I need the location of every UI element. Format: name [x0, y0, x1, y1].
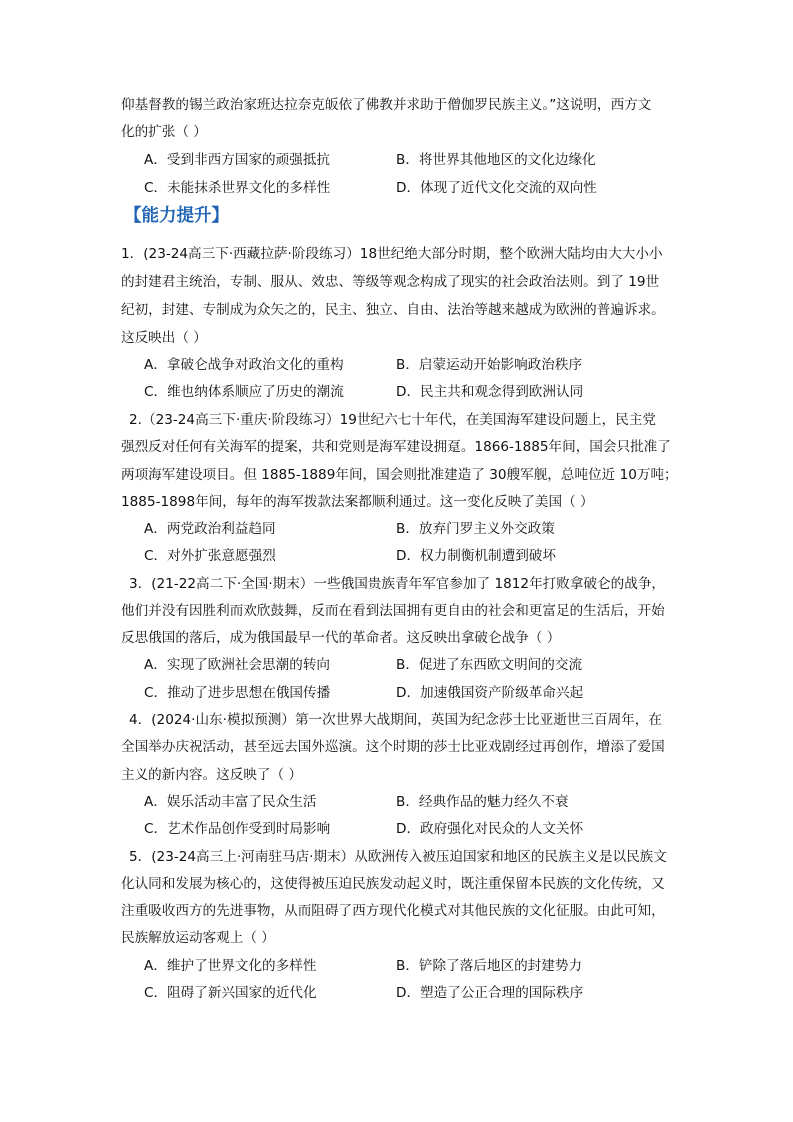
q5-line-4: 民族解放运动客观上（ ）: [121, 930, 275, 946]
q1-option-d: D．民主共和观念得到欧洲认同: [396, 384, 584, 400]
q4-line-3: 主义的新内容。这反映了（ ）: [121, 767, 303, 783]
q1-option-c: C．维也纳体系顺应了历史的潮流: [144, 384, 344, 400]
q5-option-a: A．维护了世界文化的多样性: [144, 958, 317, 974]
intro-line-1: 仰基督教的锡兰政治家班达拉奈克皈依了佛教并求助于僧伽罗民族主义。”这说明，西方文: [121, 97, 652, 113]
q3-option-c: C．推动了进步思想在俄国传播: [144, 685, 331, 701]
q2-line-4: 1885-1898年间，每年的海军拨款法案都顺利通过。这一变化反映了美国（ ）: [121, 494, 594, 510]
intro-option-d: D．体现了近代文化交流的双向性: [396, 180, 597, 196]
q3-line-2: 他们并没有因胜利而欢欣鼓舞，反而在看到法国拥有更自由的社会和更富足的生活后，开始: [121, 603, 665, 619]
q2-line-2: 强烈反对任何有关海军的提案，共和党则是海军建设拥趸。1866-1885年间，国会只批准了: [121, 439, 671, 455]
q1-line-2: 的封建君主统治，专制、服从、效忠、等级等观念构成了现实的社会政治法则。到了 19世: [121, 274, 660, 290]
intro-line-2: 化的扩张（ ）: [121, 124, 207, 140]
q4-option-d: D．政府强化对民众的人文关怀: [396, 821, 584, 837]
q5-option-b: B．铲除了落后地区的封建势力: [396, 958, 583, 974]
q1-option-a: A．拿破仑战争对政治文化的重构: [144, 357, 344, 373]
q1-line-4: 这反映出（ ）: [121, 330, 207, 346]
q1-line-3: 纪初，封建、专制成为众矢之的，民主、独立、自由、法治等越来越成为欧洲的普遍诉求。: [121, 302, 665, 318]
q4-line-1: 4．(2024·山东·模拟预测）第一次世界大战期间，英国为纪念莎士比亚逝世三百周年，在: [129, 712, 662, 728]
q4-line-2: 全国举办庆祝活动，甚至远去国外巡演。这个时期的莎士比亚戏剧经过再创作，增添了爱国: [121, 739, 665, 755]
q3-option-d: D．加速俄国资产阶级革命兴起: [396, 685, 584, 701]
q3-line-3: 反思俄国的落后，成为俄国最早一代的革命者。这反映出拿破仑战争（ ）: [121, 630, 561, 646]
q5-line-1: 5．(23-24高三上·河南驻马店·期末）从欧洲传入被压迫国家和地区的民族主义是以民族文: [129, 849, 667, 865]
q2-line-1: 2.（23-24高三下·重庆·阶段练习）19世纪六七十年代，在美国海军建设问题上，民主党: [129, 412, 657, 428]
q3-line-1: 3．(21-22高二下·全国·期末）一些俄国贵族青年军官参加了 1812年打败拿破仑的战争，: [129, 576, 666, 592]
section-title: 【能力提升】: [124, 206, 229, 226]
q2-option-a: A．两党政治利益趋同: [144, 521, 276, 537]
q2-line-3: 两项海军建设项目。但 1885-1889年间，国会则批准建造了 30艘军舰，总吨位近 10万吨；: [121, 467, 678, 483]
q5-line-2: 化认同和发展为核心的，这使得被压迫民族发动起义时，既注重保留本民族的文化传统，又: [121, 876, 665, 892]
q1-option-b: B．启蒙运动开始影响政治秩序: [396, 357, 583, 373]
q5-option-d: D．塑造了公正合理的国际秩序: [396, 985, 584, 1001]
q4-option-a: A．娱乐活动丰富了民众生活: [144, 794, 317, 810]
q5-option-c: C．阻碍了新兴国家的近代化: [144, 985, 317, 1001]
q2-option-d: D．权力制衡机制遭到破坏: [396, 548, 556, 564]
intro-option-c: C．未能抹杀世界文化的多样性: [144, 180, 331, 196]
intro-option-a: A．受到非西方国家的顽强抵抗: [144, 152, 331, 168]
q3-option-b: B．促进了东西欧文明间的交流: [396, 657, 583, 673]
q3-option-a: A．实现了欧洲社会思潮的转向: [144, 657, 331, 673]
q4-option-b: B．经典作品的魅力经久不衰: [396, 794, 569, 810]
q2-option-b: B．放弃门罗主义外交政策: [396, 521, 555, 537]
q2-option-c: C．对外扩张意愿强烈: [144, 548, 276, 564]
q5-line-3: 注重吸收西方的先进事物，从而阻碍了西方现代化模式对其他民族的文化征服。由此可知，: [121, 903, 665, 919]
q4-option-c: C．艺术作品创作受到时局影响: [144, 821, 331, 837]
intro-option-b: B．将世界其他地区的文化边缘化: [396, 152, 596, 168]
q1-line-1: 1．(23-24高三下·西藏拉萨·阶段练习）18世纪绝大部分时期，整个欧洲大陆均由大大小小: [121, 246, 663, 262]
